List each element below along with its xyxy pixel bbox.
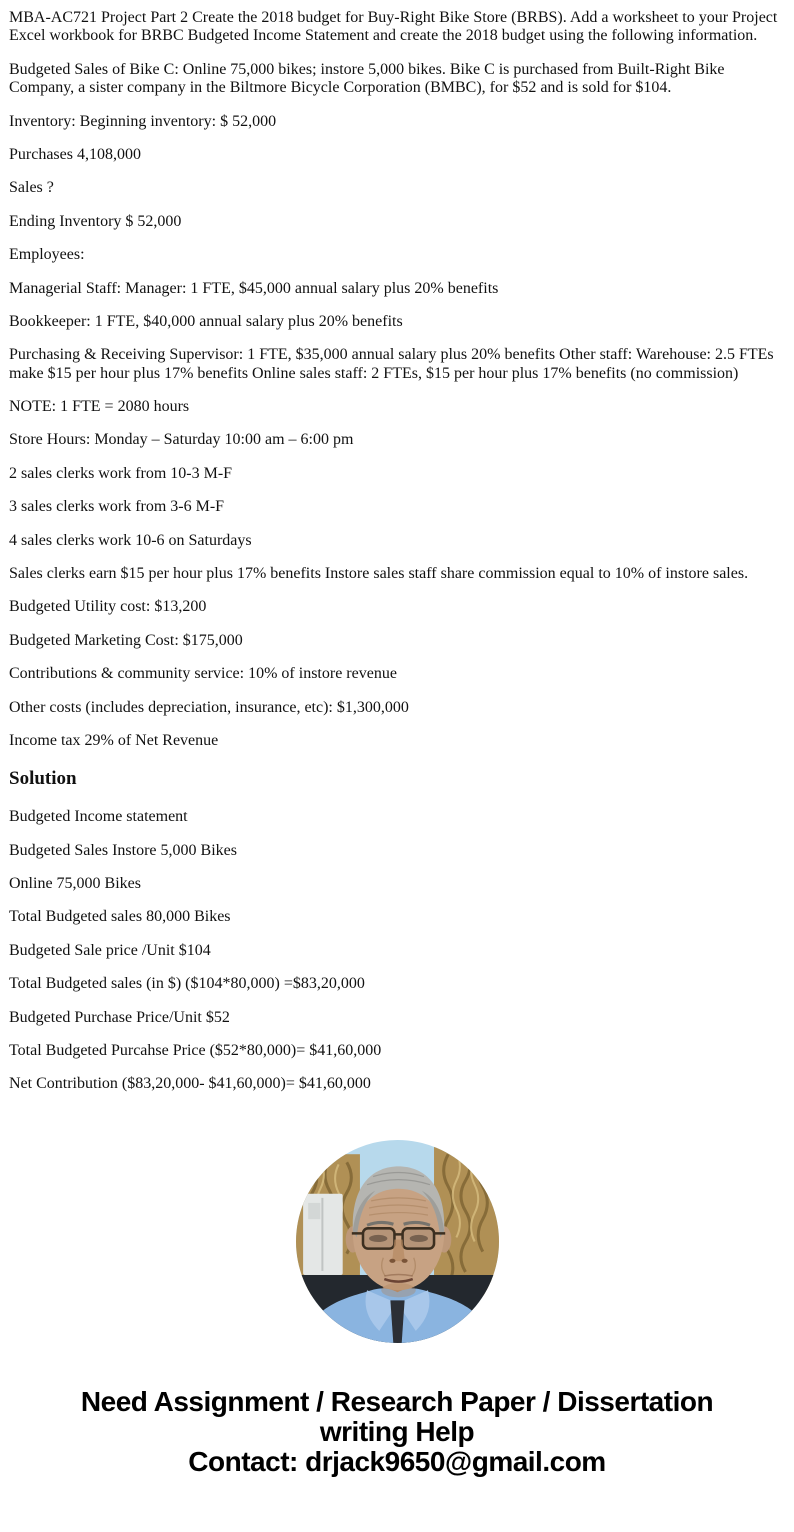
paragraph: Purchasing & Receiving Supervisor: 1 FTE, $35,000 annual salary plus 20% benefits Other staff: Warehouse: 2.5 FTEs make $15 per hour plus 17% benefits Online sales staff: 2 FTEs, $15 per hour plus 17% benefits (no commission) (9, 346, 774, 382)
solution-heading: Solution (9, 768, 77, 790)
paragraph: Bookkeeper: 1 FTE, $40,000 annual salary plus 20% benefits (9, 312, 403, 330)
assignment-document (0, 9, 794, 1477)
solution-paragraph: Net Contribution ($83,20,000- $41,60,000)= $41,60,000 (9, 1075, 371, 1093)
paragraph: 3 sales clerks work from 3-6 M-F (9, 498, 225, 516)
paragraph: Inventory: Beginning inventory: $ 52,000 (9, 112, 277, 130)
paragraph: MBA-AC721 Project Part 2 Create the 2018 budget for Buy-Right Bike Store (BRBS). Add a worksheet to your Project Excel workbook for BRBC Budgeted Income Statement and create the 2018 budget using the following information. (9, 9, 778, 45)
paragraph: Purchases 4,108,000 (9, 145, 141, 163)
paragraph: Sales clerks earn $15 per hour plus 17% benefits Instore sales staff share commission equal to 10% of instore sales. (9, 565, 749, 583)
solution-paragraph: Budgeted Sale price /Unit $104 (9, 941, 211, 959)
paragraph: 2 sales clerks work from 10-3 M-F (9, 464, 233, 482)
paragraph: Managerial Staff: Manager: 1 FTE, $45,000 annual salary plus 20% benefits (9, 279, 499, 297)
solution-paragraph: Total Budgeted sales (in $) ($104*80,000) =$83,20,000 (9, 975, 365, 993)
solution-paragraph: Budgeted Income statement (9, 808, 188, 826)
footer-help-text (9, 1387, 785, 1477)
paragraph: Employees: (9, 246, 85, 264)
paragraph: Ending Inventory $ 52,000 (9, 212, 182, 230)
footer-line: writing Help (319, 1415, 475, 1447)
footer-line: Need Assignment / Research Paper / Dissertation (80, 1385, 714, 1417)
solution-paragraph: Budgeted Purchase Price/Unit $52 (9, 1008, 230, 1026)
paragraph: Other costs (includes depreciation, insurance, etc): $1,300,000 (9, 698, 409, 716)
paragraph: Contributions & community service: 10% of instore revenue (9, 665, 397, 683)
solution-paragraph: Total Budgeted Purcahse Price ($52*80,000)= $41,60,000 (9, 1041, 382, 1059)
solution-paragraph: Online 75,000 Bikes (9, 875, 141, 892)
solution-paragraph: Budgeted Sales Instore 5,000 Bikes (9, 841, 237, 859)
portrait-image (296, 1140, 499, 1343)
paragraph: Budgeted Sales of Bike C: Online 75,000 bikes; instore 5,000 bikes. Bike C is purchased from Built-Right Bike Company, a sister company in the Biltmore Bicycle Corporation (BMBC), for $52 and is sold for $104. (9, 60, 725, 97)
paragraph: Income tax 29% of Net Revenue (9, 731, 219, 749)
paragraph: Budgeted Utility cost: $13,200 (9, 598, 207, 616)
paragraph: Sales ? (9, 179, 54, 197)
paragraph: Store Hours: Monday – Saturday 10:00 am – 6:00 pm (9, 431, 354, 449)
solution-paragraph: Total Budgeted sales 80,000 Bikes (9, 908, 231, 926)
paragraph: Budgeted Marketing Cost: $175,000 (9, 631, 243, 649)
paragraph: 4 sales clerks work 10-6 on Saturdays (9, 531, 252, 549)
instructor-photo (9, 1140, 785, 1343)
contact-email-line: Contact: drjack9650@gmail.com (188, 1445, 606, 1477)
paragraph: NOTE: 1 FTE = 2080 hours (9, 398, 190, 416)
